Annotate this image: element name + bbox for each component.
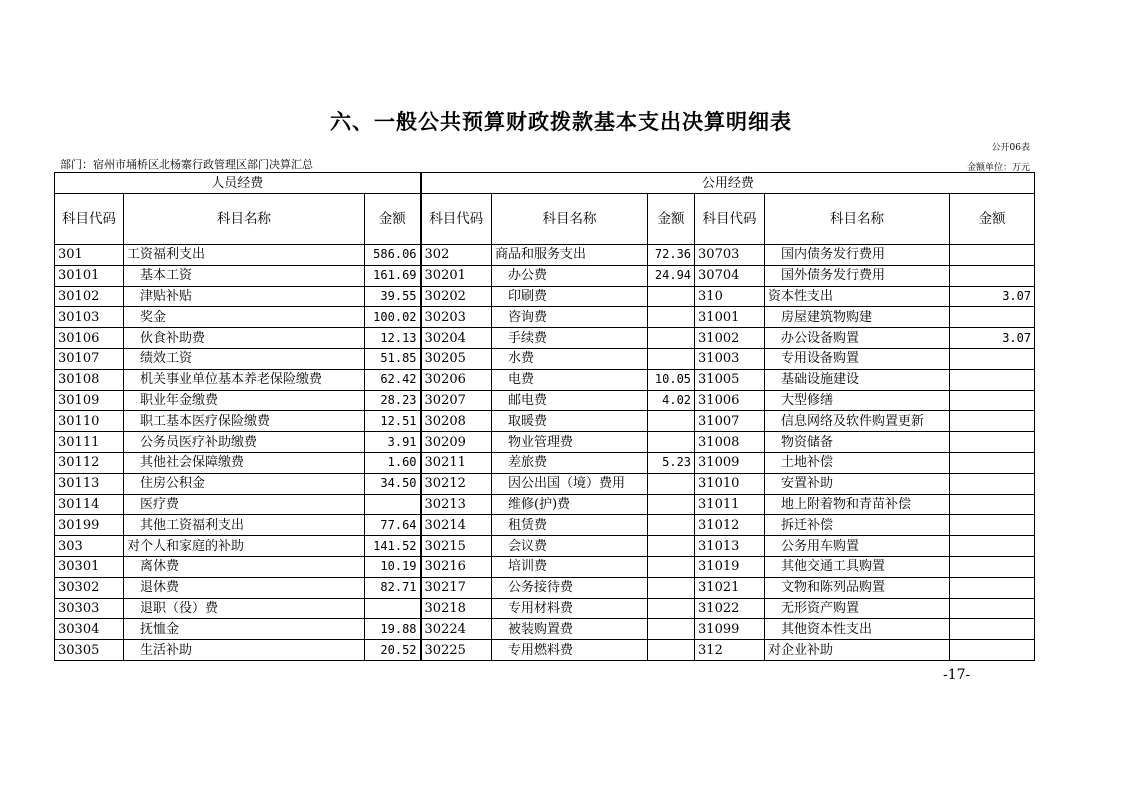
code-cell: 31012 [695, 515, 765, 536]
amount-cell [648, 286, 695, 307]
name-cell: 安置补助 [765, 473, 950, 494]
code-cell: 30103 [55, 307, 124, 328]
table-row [55, 265, 1035, 286]
name-cell: 退休费 [124, 577, 365, 598]
table-row [55, 369, 1035, 390]
name-cell: 国内债务发行费用 [765, 245, 950, 266]
code-cell: 31008 [695, 432, 765, 453]
table-row [55, 640, 1035, 661]
amount-cell [648, 577, 695, 598]
amount-cell: 24.94 [648, 265, 695, 286]
amount-cell [365, 494, 421, 515]
code-cell: 30113 [55, 473, 124, 494]
expenditure-table [54, 172, 1035, 661]
name-cell: 专用设备购置 [765, 348, 950, 369]
table-row [55, 411, 1035, 432]
amount-cell [648, 598, 695, 619]
table-row [55, 598, 1035, 619]
code-cell: 30108 [55, 369, 124, 390]
code-cell: 30114 [55, 494, 124, 515]
amount-cell: 72.36 [648, 245, 695, 266]
code-cell: 30305 [55, 640, 124, 661]
code-cell: 30217 [421, 577, 492, 598]
name-cell: 手续费 [492, 328, 648, 349]
name-cell: 维修(护)费 [492, 494, 648, 515]
name-cell: 伙食补助费 [124, 328, 365, 349]
code-cell: 30211 [421, 452, 492, 473]
name-cell: 印刷费 [492, 286, 648, 307]
code-cell: 30224 [421, 619, 492, 640]
code-cell: 30303 [55, 598, 124, 619]
table-row [55, 494, 1035, 515]
name-cell: 资本性支出 [765, 286, 950, 307]
name-cell: 奖金 [124, 307, 365, 328]
amount-cell [648, 432, 695, 453]
code-cell: 30102 [55, 286, 124, 307]
code-cell: 30208 [421, 411, 492, 432]
code-cell: 30207 [421, 390, 492, 411]
code-cell: 30112 [55, 452, 124, 473]
amount-cell [950, 245, 1035, 266]
code-cell: 31005 [695, 369, 765, 390]
name-cell: 生活补助 [124, 640, 365, 661]
amount-cell [950, 515, 1035, 536]
code-cell: 31022 [695, 598, 765, 619]
code-cell: 30205 [421, 348, 492, 369]
amount-cell [950, 348, 1035, 369]
code-cell: 30216 [421, 556, 492, 577]
group-header-row [55, 173, 1035, 194]
code-cell: 312 [695, 640, 765, 661]
name-cell: 其他资本性支出 [765, 619, 950, 640]
table-row [55, 348, 1035, 369]
name-cell: 职业年金缴费 [124, 390, 365, 411]
amount-cell: 34.50 [365, 473, 421, 494]
code-cell: 31021 [695, 577, 765, 598]
table-row [55, 619, 1035, 640]
col-header-code: 科目代码 [421, 194, 492, 245]
name-cell: 邮电费 [492, 390, 648, 411]
col-header-name: 科目名称 [124, 194, 365, 245]
amount-cell [648, 556, 695, 577]
amount-cell [648, 473, 695, 494]
name-cell: 医疗费 [124, 494, 365, 515]
amount-cell [648, 348, 695, 369]
name-cell: 电费 [492, 369, 648, 390]
name-cell: 房屋建筑物购建 [765, 307, 950, 328]
col-header-amount: 金额 [648, 194, 695, 245]
name-cell: 水费 [492, 348, 648, 369]
amount-cell [950, 432, 1035, 453]
name-cell: 职工基本医疗保险缴费 [124, 411, 365, 432]
code-cell: 30106 [55, 328, 124, 349]
table-row [55, 515, 1035, 536]
name-cell: 差旅费 [492, 452, 648, 473]
name-cell: 专用燃料费 [492, 640, 648, 661]
amount-cell: 5.23 [648, 452, 695, 473]
amount-cell: 3.07 [950, 286, 1035, 307]
name-cell: 离休费 [124, 556, 365, 577]
name-cell: 信息网络及软件购置更新 [765, 411, 950, 432]
amount-cell [950, 619, 1035, 640]
col-header-code: 科目代码 [695, 194, 765, 245]
amount-cell [648, 619, 695, 640]
amount-cell [950, 307, 1035, 328]
code-cell: 31003 [695, 348, 765, 369]
name-cell: 取暖费 [492, 411, 648, 432]
code-cell: 30703 [695, 245, 765, 266]
code-cell: 30225 [421, 640, 492, 661]
code-cell: 30111 [55, 432, 124, 453]
code-cell: 30209 [421, 432, 492, 453]
table-row [55, 328, 1035, 349]
amount-cell [950, 452, 1035, 473]
table-row [55, 286, 1035, 307]
amount-cell [950, 411, 1035, 432]
amount-cell [950, 536, 1035, 557]
amount-cell: 10.05 [648, 369, 695, 390]
name-cell: 基本工资 [124, 265, 365, 286]
name-cell: 机关事业单位基本养老保险缴费 [124, 369, 365, 390]
name-cell: 无形资产购置 [765, 598, 950, 619]
name-cell: 土地补偿 [765, 452, 950, 473]
table-row [55, 536, 1035, 557]
amount-cell [365, 598, 421, 619]
amount-cell [648, 536, 695, 557]
name-cell: 办公费 [492, 265, 648, 286]
name-cell: 大型修缮 [765, 390, 950, 411]
col-header-name: 科目名称 [765, 194, 950, 245]
code-cell: 30206 [421, 369, 492, 390]
code-cell: 30704 [695, 265, 765, 286]
code-cell: 30202 [421, 286, 492, 307]
page-title: 六、一般公共预算财政拨款基本支出决算明细表 [330, 109, 792, 134]
name-cell: 国外债务发行费用 [765, 265, 950, 286]
amount-cell [648, 515, 695, 536]
amount-cell: 161.69 [365, 265, 421, 286]
name-cell: 绩效工资 [124, 348, 365, 369]
amount-cell [950, 494, 1035, 515]
name-cell: 退职（役）费 [124, 598, 365, 619]
name-cell: 对个人和家庭的补助 [124, 536, 365, 557]
code-cell: 303 [55, 536, 124, 557]
amount-cell: 12.13 [365, 328, 421, 349]
code-cell: 30204 [421, 328, 492, 349]
col-header-amount: 金额 [950, 194, 1035, 245]
code-cell: 31006 [695, 390, 765, 411]
amount-cell: 3.07 [950, 328, 1035, 349]
code-cell: 30110 [55, 411, 124, 432]
name-cell: 因公出国（境）费用 [492, 473, 648, 494]
amount-cell [950, 369, 1035, 390]
name-cell: 拆迁补偿 [765, 515, 950, 536]
department-label: 部门：宿州市埇桥区北杨寨行政管理区部门决算汇总 [60, 158, 313, 171]
name-cell: 公务用车购置 [765, 536, 950, 557]
amount-cell [950, 473, 1035, 494]
name-cell: 租赁费 [492, 515, 648, 536]
amount-cell: 51.85 [365, 348, 421, 369]
code-cell: 30199 [55, 515, 124, 536]
amount-cell: 4.02 [648, 390, 695, 411]
code-cell: 31002 [695, 328, 765, 349]
name-cell: 物资储备 [765, 432, 950, 453]
amount-cell: 141.52 [365, 536, 421, 557]
amount-cell: 20.52 [365, 640, 421, 661]
amount-cell: 62.42 [365, 369, 421, 390]
code-cell: 302 [421, 245, 492, 266]
amount-cell: 82.71 [365, 577, 421, 598]
code-cell: 30109 [55, 390, 124, 411]
amount-cell: 100.02 [365, 307, 421, 328]
name-cell: 公务接待费 [492, 577, 648, 598]
code-cell: 31010 [695, 473, 765, 494]
amount-cell [648, 640, 695, 661]
table-row [55, 390, 1035, 411]
code-cell: 30107 [55, 348, 124, 369]
group-header-public: 公用经费 [421, 173, 1035, 194]
amount-cell [950, 390, 1035, 411]
name-cell: 物业管理费 [492, 432, 648, 453]
code-cell: 30203 [421, 307, 492, 328]
table-row [55, 307, 1035, 328]
amount-cell [950, 577, 1035, 598]
code-cell: 30101 [55, 265, 124, 286]
code-cell: 30214 [421, 515, 492, 536]
name-cell: 抚恤金 [124, 619, 365, 640]
group-header-personnel: 人员经费 [55, 173, 421, 194]
name-cell: 商品和服务支出 [492, 245, 648, 266]
code-cell: 30302 [55, 577, 124, 598]
code-cell: 31001 [695, 307, 765, 328]
amount-cell: 1.60 [365, 452, 421, 473]
name-cell: 工资福利支出 [124, 245, 365, 266]
name-cell: 基础设施建设 [765, 369, 950, 390]
col-header-name: 科目名称 [492, 194, 648, 245]
name-cell: 培训费 [492, 556, 648, 577]
code-cell: 30301 [55, 556, 124, 577]
code-cell: 31011 [695, 494, 765, 515]
amount-cell [950, 265, 1035, 286]
code-cell: 30304 [55, 619, 124, 640]
col-header-code: 科目代码 [55, 194, 124, 245]
amount-cell: 39.55 [365, 286, 421, 307]
name-cell: 地上附着物和青苗补偿 [765, 494, 950, 515]
amount-cell [648, 411, 695, 432]
amount-cell [950, 598, 1035, 619]
name-cell: 住房公积金 [124, 473, 365, 494]
amount-cell [950, 556, 1035, 577]
amount-cell: 28.23 [365, 390, 421, 411]
name-cell: 其他工资福利支出 [124, 515, 365, 536]
unit-label: 金额单位：万元 [966, 163, 1030, 173]
name-cell: 文物和陈列品购置 [765, 577, 950, 598]
amount-cell [648, 307, 695, 328]
name-cell: 其他社会保障缴费 [124, 452, 365, 473]
code-cell: 30218 [421, 598, 492, 619]
page-number: -17- [943, 667, 971, 683]
code-cell: 31013 [695, 536, 765, 557]
amount-cell [950, 640, 1035, 661]
col-header-amount: 金额 [365, 194, 421, 245]
name-cell: 会议费 [492, 536, 648, 557]
amount-cell: 10.19 [365, 556, 421, 577]
code-cell: 31007 [695, 411, 765, 432]
name-cell: 其他交通工具购置 [765, 556, 950, 577]
amount-cell: 586.06 [365, 245, 421, 266]
code-cell: 31009 [695, 452, 765, 473]
name-cell: 对企业补助 [765, 640, 950, 661]
amount-cell: 19.88 [365, 619, 421, 640]
table-row [55, 432, 1035, 453]
column-header-row [55, 194, 1035, 245]
code-cell: 30213 [421, 494, 492, 515]
table-row [55, 577, 1035, 598]
name-cell: 专用材料费 [492, 598, 648, 619]
amount-cell: 12.51 [365, 411, 421, 432]
name-cell: 办公设备购置 [765, 328, 950, 349]
code-cell: 30215 [421, 536, 492, 557]
name-cell: 被装购置费 [492, 619, 648, 640]
amount-cell [648, 328, 695, 349]
code-cell: 301 [55, 245, 124, 266]
name-cell: 津贴补贴 [124, 286, 365, 307]
amount-cell [648, 494, 695, 515]
table-row [55, 452, 1035, 473]
code-cell: 31019 [695, 556, 765, 577]
name-cell: 公务员医疗补助缴费 [124, 432, 365, 453]
code-cell: 30212 [421, 473, 492, 494]
table-row [55, 556, 1035, 577]
form-number: 公开06表 [991, 143, 1030, 153]
code-cell: 310 [695, 286, 765, 307]
amount-cell: 77.64 [365, 515, 421, 536]
name-cell: 咨询费 [492, 307, 648, 328]
table-row [55, 473, 1035, 494]
code-cell: 30201 [421, 265, 492, 286]
amount-cell: 3.91 [365, 432, 421, 453]
code-cell: 31099 [695, 619, 765, 640]
table-row [55, 245, 1035, 266]
